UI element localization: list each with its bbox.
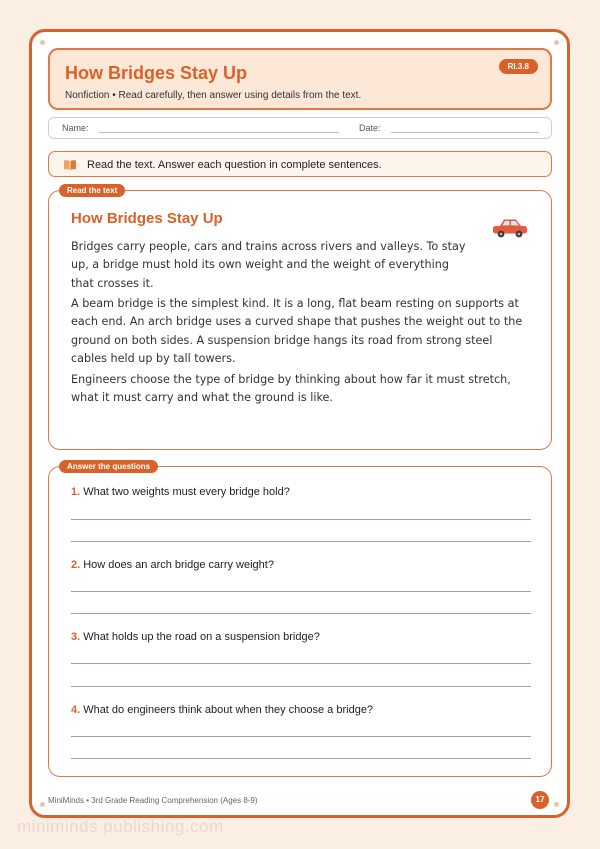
question-number: 3. bbox=[71, 631, 81, 643]
answer-line[interactable] bbox=[71, 519, 531, 520]
passage-title: How Bridges Stay Up bbox=[71, 210, 223, 227]
watermark: miniminds publishing.com bbox=[17, 817, 224, 836]
car-icon bbox=[491, 217, 529, 244]
answer-line[interactable] bbox=[71, 591, 531, 592]
passage-section bbox=[48, 186, 552, 450]
question-1 bbox=[71, 486, 290, 498]
questions-section bbox=[48, 462, 552, 777]
answer-line[interactable] bbox=[71, 686, 531, 687]
worksheet-header bbox=[48, 48, 552, 110]
question-text: How does an arch bridge carry weight? bbox=[83, 559, 274, 571]
answer-line[interactable] bbox=[71, 758, 531, 759]
book-icon bbox=[63, 158, 77, 176]
name-field[interactable] bbox=[99, 132, 339, 133]
page-number: 17 bbox=[531, 791, 549, 809]
corner-dot bbox=[40, 802, 45, 807]
name-date-bar bbox=[48, 117, 552, 139]
page-title: How Bridges Stay Up bbox=[65, 63, 248, 83]
instruction-text: Read the text. Answer each question in complete sentences. bbox=[87, 159, 382, 171]
instruction-box bbox=[48, 151, 552, 177]
page-subtitle: Nonfiction • Read carefully, then answer using details from the text. bbox=[65, 90, 362, 101]
question-text: What do engineers think about when they choose a bridge? bbox=[83, 704, 374, 716]
answer-line[interactable] bbox=[71, 541, 531, 542]
corner-dot bbox=[554, 802, 559, 807]
question-number: 1. bbox=[71, 486, 81, 498]
section-tab: Read the text bbox=[59, 184, 125, 197]
name-label: Name: bbox=[62, 123, 89, 133]
answer-line[interactable] bbox=[71, 663, 531, 664]
question-number: 4. bbox=[71, 704, 81, 716]
passage-paragraph: Engineers choose the type of bridge by thinking about how far it must stretch, what it must carry and what the ground is like. bbox=[71, 373, 511, 405]
question-number: 2. bbox=[71, 559, 81, 571]
passage-paragraph: A beam bridge is the simplest kind. It is a long, flat beam resting on supports at each end. An arch bridge uses a curved shape that pushes the weight out to the ground on both sides. A suspension bridge hangs its road from strong steel cables held up by tall towers. bbox=[71, 297, 523, 366]
section-tab: Answer the questions bbox=[59, 460, 158, 473]
answer-line[interactable] bbox=[71, 736, 531, 737]
question-4 bbox=[71, 704, 373, 716]
question-2 bbox=[71, 559, 274, 571]
passage-paragraph: Bridges carry people, cars and trains across rivers and valleys. To stay up, a bridge must hold its own weight and the weight of everything that crosses it. bbox=[71, 240, 466, 290]
standard-badge: RI.3.8 bbox=[499, 59, 538, 74]
answer-line[interactable] bbox=[71, 613, 531, 614]
corner-dot bbox=[40, 40, 45, 45]
date-label: Date: bbox=[359, 123, 381, 133]
corner-dot bbox=[554, 40, 559, 45]
question-text: What two weights must every bridge hold? bbox=[83, 486, 290, 498]
date-field[interactable] bbox=[391, 132, 539, 133]
question-text: What holds up the road on a suspension bridge? bbox=[83, 631, 320, 643]
question-3 bbox=[71, 631, 320, 643]
footer-text: MiniMinds • 3rd Grade Reading Comprehension (Ages 8-9) bbox=[48, 796, 258, 805]
